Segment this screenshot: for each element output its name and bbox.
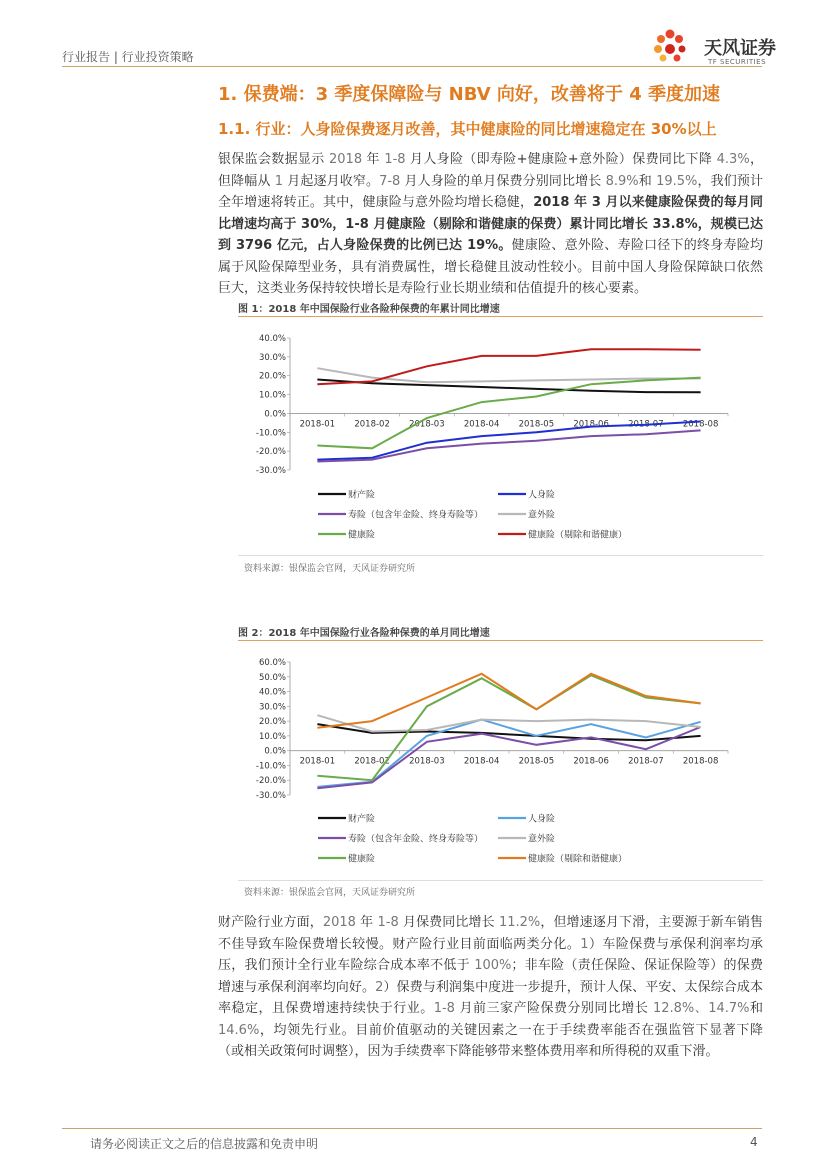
y-tick-label: 20.0%	[258, 371, 286, 382]
logo-name: 天风证券	[704, 38, 776, 59]
logo-petals-icon	[654, 30, 686, 62]
y-tick-label: 10.0%	[258, 731, 286, 742]
section-title: 1. 保费端：3 季度保障险与 NBV 向好，改善将于 4 季度加速	[218, 84, 720, 105]
y-tick-label: 30.0%	[258, 702, 286, 713]
x-tick-label: 2018-07	[628, 756, 664, 767]
y-tick-label: -20.0%	[255, 776, 286, 787]
legend-label: 健康险	[348, 854, 376, 865]
x-tick-label: 2018-01	[299, 419, 336, 430]
x-tick-label: 2018-03	[409, 419, 445, 430]
paragraph-property-insurance: 财产险行业方面，2018 年 1-8 月保费同比增长 11.2%，但增速逐月下滑，主要源于新车销售不佳导致车险保费增长较慢。财产险行业目前面临两类分化。1）车险保费与承保利润率均承压，我们预计全行业车险综合成本率不低于 100%；非车险（责任保险、保证保险等）的保费增速与承保利润率均向好。2）保费与利润集中度进一步提升，预计人保、平安、太保综合成本率稳定，且保费增速持续快于行业。1-8 月前三家产险保费分别同比增长 12.8%、14.7%和 14.6%，均领先行业。目前价值驱动的关键因素之一在于手续费率能否在强监管下显著下降（或相关政策何时调整），因为手续费率下降能够带来整体费用率和所得税的双重下滑。	[218, 915, 763, 1059]
x-tick-label: 2018-01	[299, 756, 336, 767]
figure1-bottom-rule	[238, 555, 763, 556]
y-tick-label: 50.0%	[258, 672, 286, 683]
y-tick-label: -30.0%	[255, 466, 286, 476]
footer-divider	[62, 1128, 762, 1129]
x-tick-label: 2018-07	[628, 419, 664, 430]
legend-label: 财产险	[348, 490, 376, 501]
y-tick-label: 60.0%	[258, 658, 286, 668]
y-tick-label: 40.0%	[258, 334, 286, 344]
y-tick-label: 10.0%	[258, 390, 286, 401]
y-tick-label: -10.0%	[255, 428, 286, 439]
page-number: 4	[750, 1135, 758, 1149]
x-tick-label: 2018-04	[463, 756, 500, 767]
figure2-title: 图 2：2018 年中国保险行业各险种保费的单月同比增速	[238, 628, 490, 639]
legend-label: 人身险	[528, 814, 556, 825]
x-tick-label: 2018-05	[518, 419, 555, 430]
legend-label: 寿险（包含年金险、终身寿险等）	[348, 510, 484, 521]
x-tick-label: 2018-08	[682, 756, 719, 767]
legend-label: 健康险（剔除和谐健康）	[528, 530, 628, 541]
report-header-label: 行业报告 | 行业投资策略	[62, 50, 194, 64]
figure1-chart	[238, 322, 763, 550]
figure1-source: 资料来源：银保监会官网，天风证券研究所	[244, 564, 416, 574]
y-tick-label: -30.0%	[255, 791, 286, 801]
legend-label: 人身险	[528, 490, 556, 501]
legend-label: 财产险	[348, 814, 376, 825]
y-tick-label: -20.0%	[255, 447, 286, 458]
figure1-title: 图 1：2018 年中国保险行业各险种保费的年累计同比增速	[238, 304, 500, 315]
x-tick-label: 2018-04	[463, 419, 500, 430]
figure2-bottom-rule	[238, 880, 763, 881]
x-tick-label: 2018-03	[409, 756, 445, 767]
x-tick-label: 2018-02	[354, 419, 390, 430]
legend-label: 意外险	[528, 510, 556, 521]
series-line	[317, 715, 700, 731]
figure1-top-rule	[238, 316, 763, 317]
y-tick-label: 0.0%	[264, 746, 286, 757]
y-tick-label: -10.0%	[255, 761, 286, 772]
figure2-chart	[238, 646, 763, 876]
x-tick-label: 2018-06	[573, 419, 609, 430]
x-tick-label: 2018-05	[518, 756, 555, 767]
figure2-source: 资料来源：银保监会官网，天风证券研究所	[244, 888, 416, 898]
figure2-top-rule	[238, 640, 763, 641]
footer-disclaimer: 请务必阅读正文之后的信息披露和免责申明	[90, 1137, 319, 1151]
x-tick-label: 2018-06	[573, 756, 609, 767]
x-tick-label: 2018-02	[354, 756, 390, 767]
subsection-title: 1.1. 行业：人身险保费逐月改善，其中健康险的同比增速稳定在 30%以上	[218, 120, 717, 138]
y-tick-label: 20.0%	[258, 717, 286, 728]
x-tick-label: 2018-08	[682, 419, 719, 430]
legend-label: 健康险	[348, 530, 376, 541]
legend-label: 寿险（包含年金险、终身寿险等）	[348, 834, 484, 845]
logo-subtitle: TF SECURITIES	[708, 58, 767, 66]
paragraph-life-insurance: 银保监会数据显示 2018 年 1-8 月人身险（即寿险+健康险+意外险）保费同比下降 4.3%，但降幅从 1 月起逐月收窄。7-8 月人身险的单月保费分别同比增长 8.9%和 19.5%，我们预计全年增速将转正。其中，健康险与意外险均增长稳健，2018 年 3 月以来健康险保费的每月同比增速均高于 30%，1-8 月健康险（剔除和谐健康的保费）累计同比增长 33.8%，规模已达到 3796 亿元，占人身险保费的比例已达 19%。健康险、意外险、寿险口径下的终身寿险均属于风险保障型业务，具有消费属性，增长稳健且波动性较小。目前中国人身险保障缺口依然巨大，这类业务保持较快增长是寿险行业长期业绩和估值提升的核心要素。	[218, 152, 763, 296]
legend-label: 健康险（剔除和谐健康）	[528, 854, 628, 865]
y-tick-label: 30.0%	[258, 352, 286, 363]
y-tick-label: 40.0%	[258, 687, 286, 698]
legend-label: 意外险	[528, 834, 556, 845]
y-tick-label: 0.0%	[264, 409, 286, 420]
